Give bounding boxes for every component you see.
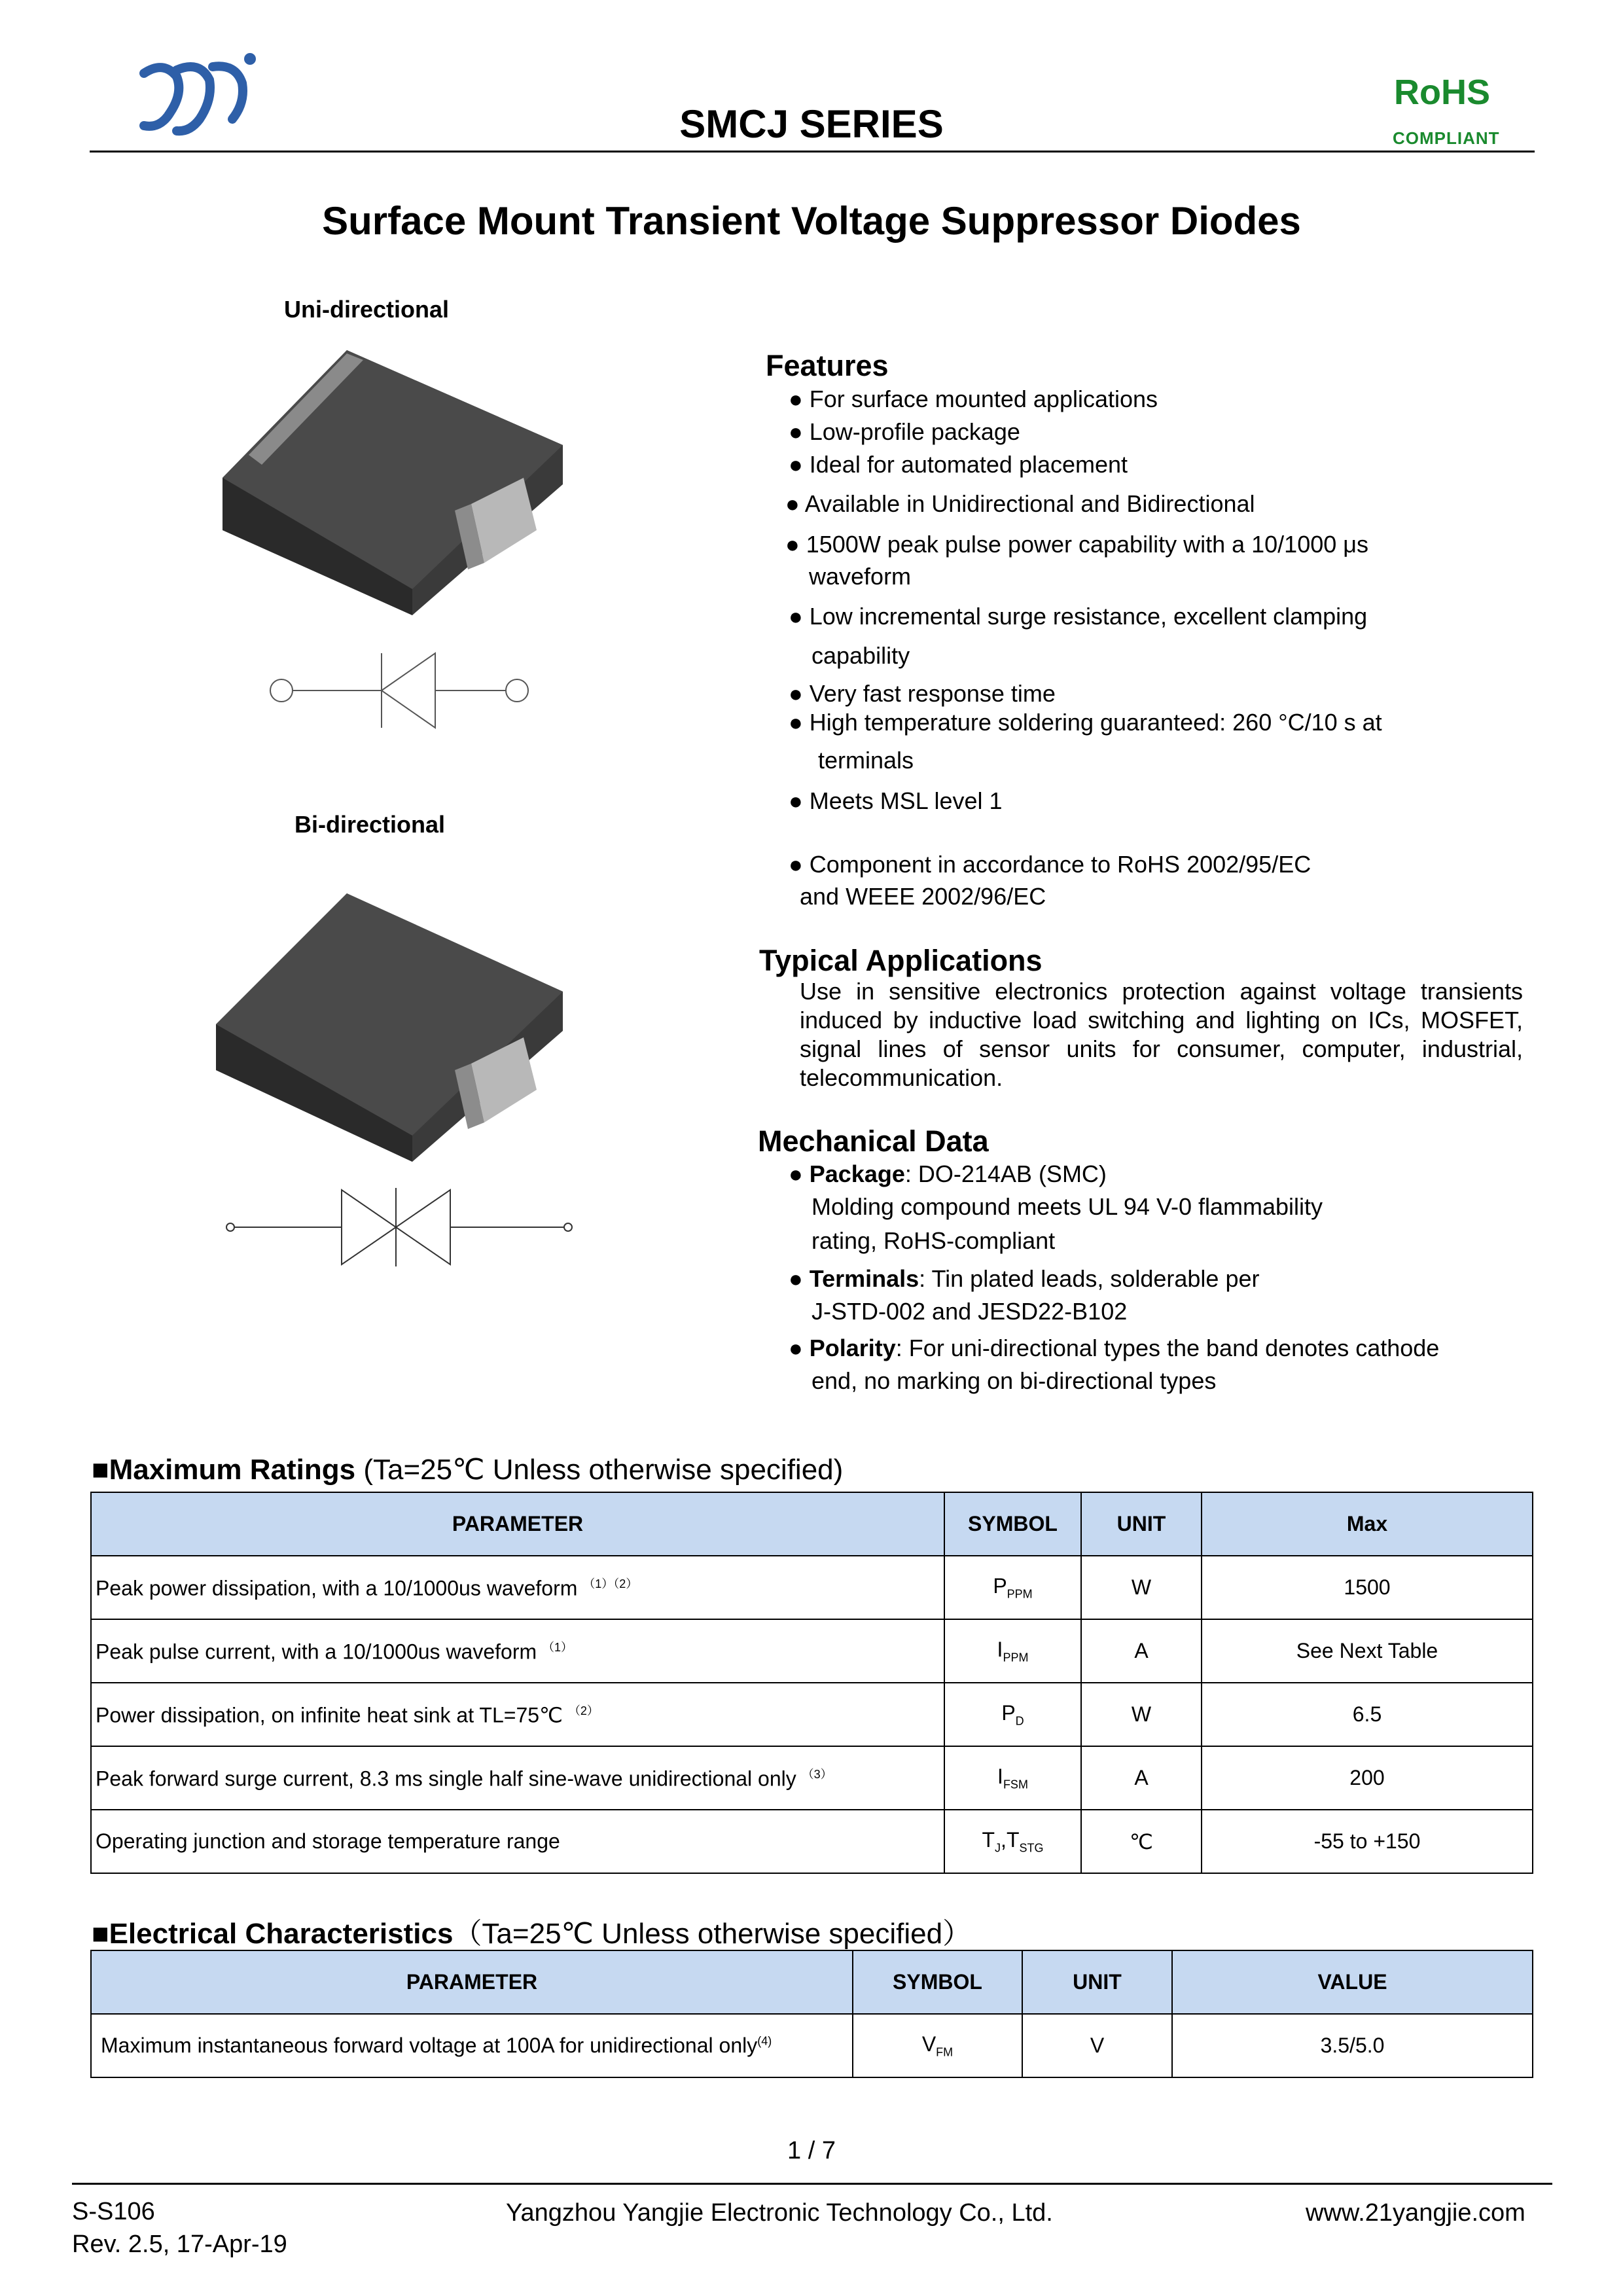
feature-item: and WEEE 2002/96/EC	[800, 883, 1046, 910]
electrical-table	[90, 1950, 1533, 2078]
header-divider	[90, 151, 1535, 152]
terminals-label: Terminals	[809, 1265, 919, 1292]
table-row	[91, 1683, 1533, 1746]
col-header: Max	[1202, 1492, 1533, 1556]
applications-heading: Typical Applications	[759, 944, 1043, 977]
unit-cell: V	[1022, 2014, 1172, 2077]
feature-item: capability	[812, 642, 910, 669]
table-header-row	[91, 1950, 1533, 2014]
symbol-cell: $P_{PPM}$	[944, 1556, 1081, 1619]
param-cell: Operating junction and storage temperature range	[91, 1810, 944, 1873]
feature-item: ● High temperature soldering guaranteed: 260 °C/10 s at	[789, 709, 1382, 736]
feature-item: ● Available in Unidirectional and Bidirectional	[785, 490, 1255, 517]
value-cell: 6.5	[1202, 1683, 1533, 1746]
website-link[interactable]: www.21yangjie.com	[1306, 2199, 1525, 2227]
mechanical-package: ● Package: DO-214AB (SMC)	[789, 1160, 1107, 1187]
unit-cell: A	[1081, 1619, 1202, 1683]
electrical-condition: （Ta=25℃ Unless otherwise specified）	[453, 1918, 972, 1950]
mechanical-terminals: ● Terminals: Tin plated leads, solderable per	[789, 1265, 1260, 1292]
bi-directional-diode-symbol	[223, 1185, 576, 1270]
document-id: S-S106	[72, 2198, 155, 2225]
mechanical-polarity-line: end, no marking on bi-directional types	[812, 1367, 1217, 1394]
table-row	[91, 1810, 1533, 1873]
symbol-cell: $P_D$	[944, 1683, 1081, 1746]
value-cell: 1500	[1202, 1556, 1533, 1619]
rohs-compliant-label: COMPLIANT	[1393, 128, 1500, 148]
value-cell: -55 to +150	[1202, 1810, 1533, 1873]
col-header: SYMBOL	[944, 1492, 1081, 1556]
polarity-text: : For uni-directional types the band denotes cathode	[895, 1335, 1440, 1361]
table-row	[91, 2014, 1533, 2077]
table-header-row	[91, 1492, 1533, 1556]
symbol-cell: $I_{PPM}$	[944, 1619, 1081, 1683]
col-header: UNIT	[1081, 1492, 1202, 1556]
bi-directional-label: Bi-directional	[294, 811, 446, 838]
page-number: 1 / 7	[787, 2137, 836, 2164]
value-cell: 3.5/5.0	[1172, 2014, 1533, 2077]
polarity-label: Polarity	[809, 1335, 896, 1361]
unit-cell: W	[1081, 1683, 1202, 1746]
symbol-cell: $T_J,T_{STG}$	[944, 1810, 1081, 1873]
footer-divider	[72, 2183, 1552, 2185]
col-header: VALUE	[1172, 1950, 1533, 2014]
max-ratings-title: ■Maximum Ratings	[92, 1454, 356, 1486]
applications-text: Use in sensitive electronics protection against voltage transients induced by inductive load switching and lighting on ICs, MOSFET, signal lines of sensor units for consumer, computer, industrial, telecommunication.	[800, 978, 1523, 1091]
symbol-cell: $V_{FM}$	[853, 2014, 1022, 2077]
param-cell: Peak forward surge current, 8.3 ms single half sine-wave unidirectional only $^{(3)}$	[91, 1746, 944, 1810]
col-header: UNIT	[1022, 1950, 1172, 2014]
mechanical-terminals-line: J-STD-002 and JESD22-B102	[812, 1298, 1128, 1325]
mechanical-heading: Mechanical Data	[758, 1124, 989, 1158]
col-header: SYMBOL	[853, 1950, 1022, 2014]
bi-directional-package-image	[196, 874, 563, 1181]
feature-item: ● Component in accordance to RoHS 2002/95/EC	[789, 851, 1311, 878]
feature-item: ● 1500W peak pulse power capability with a 10/1000 μs	[785, 531, 1368, 558]
feature-item: ● Ideal for automated placement	[789, 451, 1128, 478]
uni-directional-diode-symbol	[262, 648, 537, 733]
unit-cell: W	[1081, 1556, 1202, 1619]
feature-item: waveform	[809, 563, 912, 590]
feature-item: ● Meets MSL level 1	[789, 787, 1003, 814]
features-heading: Features	[766, 349, 889, 382]
document-title: Surface Mount Transient Voltage Suppressor Diodes	[322, 199, 1301, 243]
unit-cell: ℃	[1081, 1810, 1202, 1873]
max-ratings-condition: (Ta=25℃ Unless otherwise specified)	[363, 1454, 844, 1486]
mechanical-polarity: ● Polarity: For uni-directional types the band denotes cathode	[789, 1335, 1440, 1361]
param-cell: Peak pulse current, with a 10/1000us waveform $^{(1)}$	[91, 1619, 944, 1683]
feature-item: ● Very fast response time	[789, 680, 1056, 707]
max-ratings-table	[90, 1492, 1533, 1874]
electrical-heading	[92, 1910, 971, 1952]
param-cell: Power dissipation, on infinite heat sink at TL=75℃ $^{(2)}$	[91, 1683, 944, 1746]
feature-item: ● Low incremental surge resistance, excellent clamping	[789, 603, 1368, 630]
terminals-text: : Tin plated leads, solderable per	[919, 1265, 1260, 1292]
uni-directional-label: Uni-directional	[283, 296, 450, 323]
table-row	[91, 1556, 1533, 1619]
package-text: : DO-214AB (SMC)	[904, 1160, 1107, 1187]
feature-item: ● For surface mounted applications	[789, 386, 1158, 412]
max-ratings-heading	[92, 1453, 843, 1486]
uni-directional-package-image	[196, 327, 563, 641]
table-row	[91, 1746, 1533, 1810]
feature-item: terminals	[818, 747, 914, 774]
col-header: PARAMETER	[91, 1950, 853, 2014]
company-name: Yangzhou Yangjie Electronic Technology Co., Ltd.	[506, 2199, 1053, 2227]
unit-cell: A	[1081, 1746, 1202, 1810]
package-label: Package	[809, 1160, 905, 1187]
electrical-title: ■Electrical Characteristics	[92, 1918, 454, 1950]
col-header: PARAMETER	[91, 1492, 944, 1556]
value-cell: See Next Table	[1202, 1619, 1533, 1683]
symbol-cell: $I_{FSM}$	[944, 1746, 1081, 1810]
param-cell: Peak power dissipation, with a 10/1000us waveform $^{(1)(2)}$	[91, 1556, 944, 1619]
mechanical-package-line: rating, RoHS-compliant	[812, 1227, 1056, 1254]
value-cell: 200	[1202, 1746, 1533, 1810]
param-cell: Maximum instantaneous forward voltage at 100A for unidirectional only$^{(4)}$	[91, 2014, 853, 2077]
series-title: SMCJ SERIES	[679, 102, 944, 146]
rohs-mark: RoHS	[1394, 73, 1490, 112]
mechanical-package-line: Molding compound meets UL 94 V-0 flammability	[812, 1193, 1323, 1220]
revision-date: Rev. 2.5, 17-Apr-19	[72, 2231, 287, 2258]
feature-item: ● Low-profile package	[789, 418, 1020, 445]
table-row	[91, 1619, 1533, 1683]
